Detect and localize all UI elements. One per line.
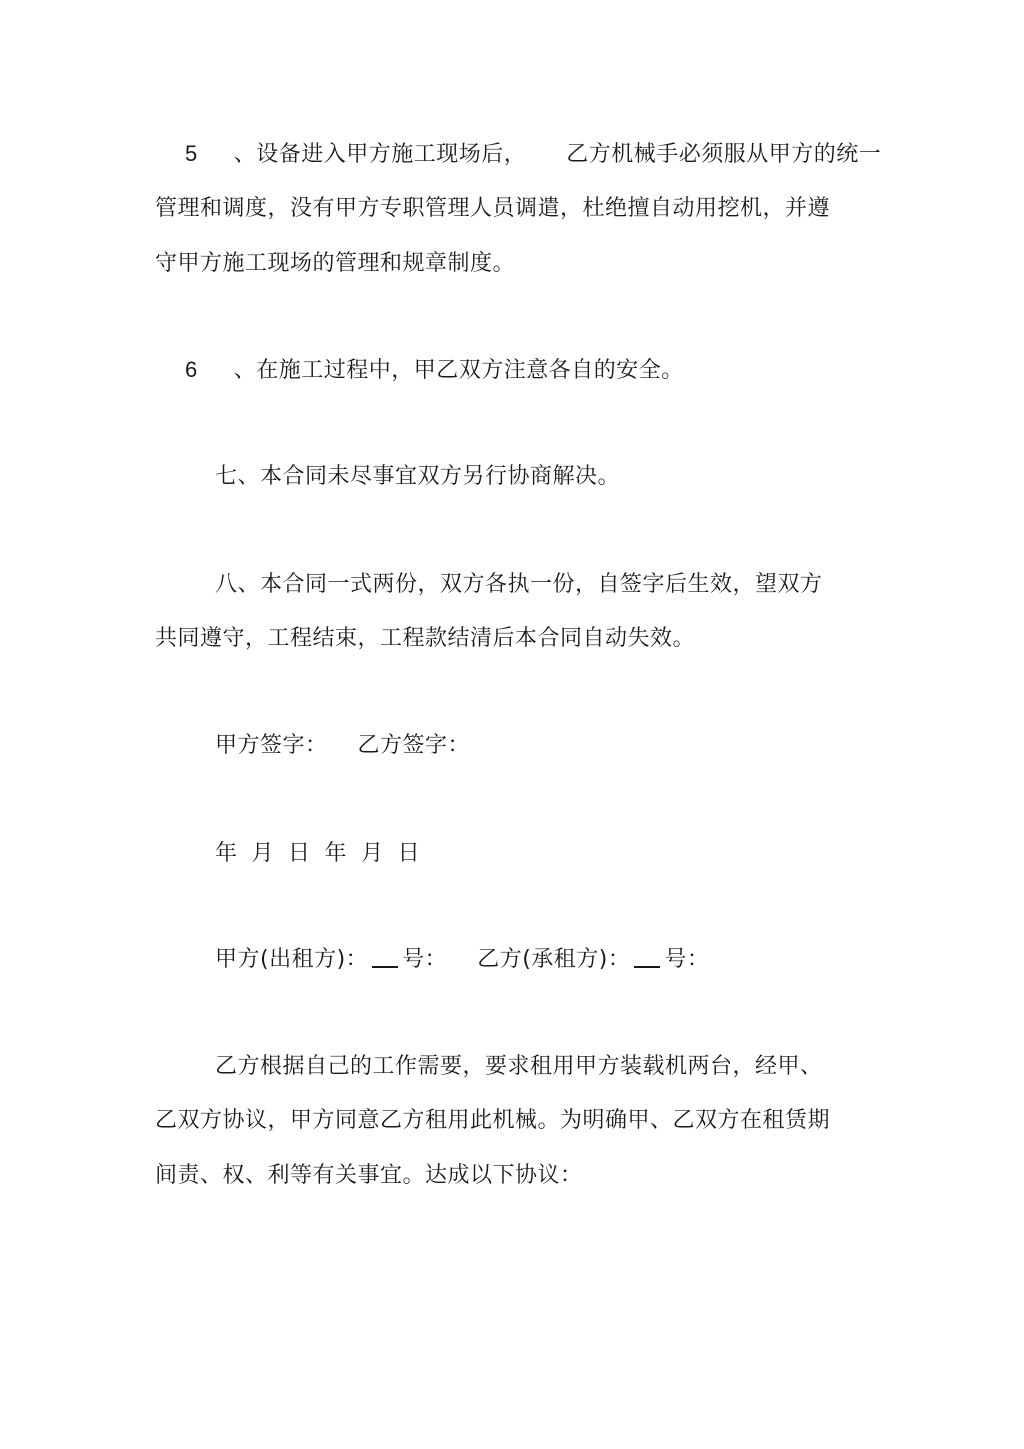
date-year-b: 年 (324, 841, 348, 866)
clause-seven: 七、本合同未尽事宜双方另行协商解决。 (215, 464, 621, 489)
clause-5-text-a: 、设备进入甲方施工现场后， (233, 142, 527, 167)
intro-line-1: 乙方根据自己的工作需要，要求租用甲方装载机两台，经甲、 (215, 1054, 823, 1079)
clause-5-number: 5 (185, 141, 198, 166)
intro-line-2: 乙双方协议，甲方同意乙方租用此机械。为明确甲、乙双方在租赁期 (155, 1108, 831, 1133)
clause-6-text: 、在施工过程中，甲乙双方注意各自的安全。 (233, 358, 684, 383)
clause-6-number: 6 (185, 357, 198, 382)
clause-eight-line-1: 八、本合同一式两份，双方各执一份，自签字后生效，望双方 (215, 572, 823, 597)
clause-5-text-b: 乙方机械手必须服从甲方的统一 (566, 142, 882, 167)
date-month-a: 月 (251, 841, 275, 866)
party-a-id-suffix: 号： (402, 947, 448, 972)
date-day-b: 日 (397, 841, 421, 866)
party-a-signature-label: 甲方签字： (215, 733, 328, 758)
date-line (215, 839, 420, 869)
date-year-a: 年 (215, 841, 238, 866)
date-day-a: 日 (288, 841, 311, 866)
party-b-number-blank (634, 946, 660, 968)
party-b-signature-label: 乙方签字： (357, 733, 471, 758)
party-a-number-blank (372, 946, 398, 968)
party-a-label: 甲方(出租方)： (215, 947, 369, 972)
clause-5-line-2: 管理和调度，没有甲方专职管理人员调遣，杜绝擅自动用挖机，并遵 (155, 196, 831, 221)
party-b-id-suffix: 号： (664, 947, 710, 972)
date-month-b: 月 (361, 841, 384, 866)
clause-5-line-1 (185, 139, 881, 170)
clause-6-line (185, 355, 684, 386)
clause-5-line-3: 守甲方施工现场的管理和规章制度。 (155, 251, 516, 276)
intro-line-3: 间责、权、利等有关事宜。达成以下协议： (155, 1163, 583, 1188)
party-b-label: 乙方(承租方)： (477, 947, 631, 972)
parties-line (215, 945, 709, 975)
signature-line (215, 731, 470, 761)
clause-eight-line-2: 共同遵守，工程结束，工程款结清后本合同自动失效。 (155, 626, 696, 651)
